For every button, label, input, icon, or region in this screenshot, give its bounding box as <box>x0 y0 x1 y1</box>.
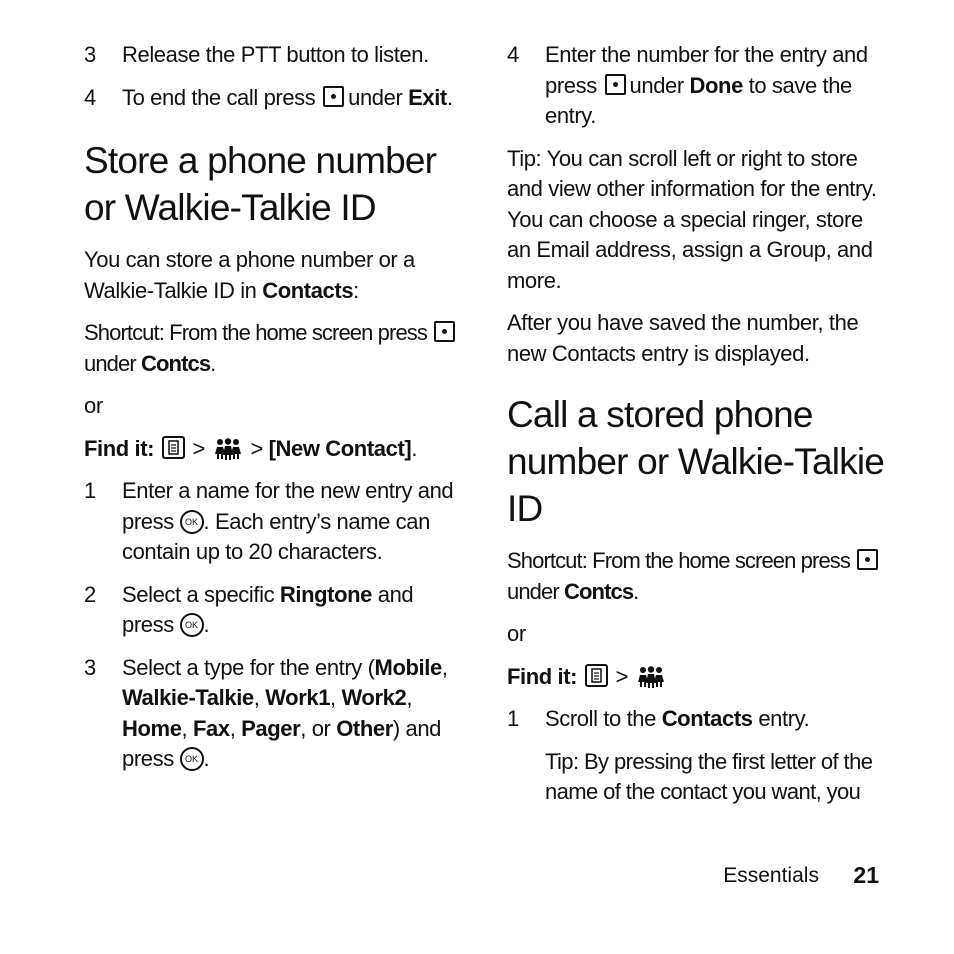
step-text: Release the PTT button to listen. <box>122 42 429 67</box>
type-other: Other <box>336 715 393 741</box>
step-text: Enter the number for the entry and press <box>545 42 868 98</box>
step-text: and press <box>122 581 414 637</box>
heading-call-stored: Call a stored phone number or Walkie-Talkie ID <box>507 394 885 529</box>
step-end-call <box>84 83 470 114</box>
new-contact-label: [New Contact] <box>268 435 412 461</box>
softkey-label-exit: Exit <box>408 84 447 110</box>
contacts-people-icon <box>213 438 243 460</box>
contacts-people-icon <box>636 666 666 688</box>
type-work1: Work1 <box>265 685 331 710</box>
right-column <box>507 40 892 820</box>
ok-key-label: OK <box>185 754 199 764</box>
step-number: 1 <box>507 706 519 731</box>
step-enter-number <box>507 40 892 132</box>
page-footer <box>723 862 879 889</box>
or-text: or <box>84 393 103 418</box>
ok-key-icon <box>180 747 204 771</box>
type-work2: Work2 <box>341 685 407 710</box>
find-it-path <box>84 434 470 465</box>
shortcut-text: Shortcut: From the home screen press <box>84 320 427 345</box>
shortcut-text: Shortcut: From the home screen press <box>507 548 850 573</box>
step-number: 3 <box>84 42 96 67</box>
find-it-path <box>507 662 892 693</box>
shortcut-text: under <box>507 578 559 604</box>
step-text: Select a type for the entry ( <box>122 654 375 680</box>
step-text: Scroll to the <box>545 706 656 731</box>
step-scroll-contacts <box>507 704 892 735</box>
step-select-type: 3 Select a type for the entry (Mobile, Walkie-Talkie, Work1, Work2, Home, Fax, Pager, or Other) and press OK . <box>84 654 448 771</box>
ok-key-icon <box>180 613 204 637</box>
punctuation: . <box>446 84 453 110</box>
ok-key-label: OK <box>185 620 199 630</box>
contacts-label: Contacts <box>262 277 354 303</box>
softkey-label-contcs: Contcs <box>141 350 211 376</box>
punctuation: : <box>353 277 359 303</box>
shortcut-paragraph <box>507 546 892 607</box>
punctuation: . <box>411 435 418 461</box>
shortcut-paragraph <box>84 318 470 379</box>
step-enter-name <box>84 476 470 568</box>
step-number: 4 <box>84 84 96 110</box>
type-fax: Fax <box>192 715 230 741</box>
menu-key-icon <box>162 436 185 459</box>
center-select-key-icon <box>605 74 626 95</box>
path-separator: > <box>192 435 205 461</box>
step-number: 1 <box>84 478 96 503</box>
type-mobile: Mobile <box>374 654 442 680</box>
intro-paragraph <box>84 245 470 306</box>
menu-key-icon <box>585 664 608 687</box>
shortcut-text: under <box>84 350 136 376</box>
tip-scroll: Tip: You can scroll left or right to store and view other information for the entry. You can choose a special ringer, store an Email address, assign a Group, and more. <box>507 145 877 293</box>
contacts-label: Contacts <box>661 706 753 731</box>
punctuation: . <box>633 578 639 604</box>
path-separator: > <box>250 435 263 461</box>
step-number: 4 <box>507 42 519 67</box>
step-text: under <box>629 72 684 98</box>
softkey-label-done: Done <box>689 72 743 98</box>
type-walkie-talkie: Walkie-Talkie <box>122 685 254 710</box>
step-text: To end the call press <box>122 84 316 110</box>
page-number: 21 <box>853 862 879 888</box>
punctuation: . <box>203 746 210 771</box>
after-saved-paragraph: After you have saved the number, the new Contacts entry is displayed. <box>507 310 859 366</box>
step-number: 3 <box>84 654 96 680</box>
center-select-key-icon <box>434 321 455 342</box>
center-select-key-icon <box>323 86 344 107</box>
section-name: Essentials <box>723 863 819 887</box>
step-text: entry. <box>758 706 810 731</box>
path-separator: > <box>615 663 628 689</box>
ok-key-icon <box>180 510 204 534</box>
step-text: . Each entry’s name can contain up to 20 characters. <box>122 508 430 564</box>
step-number: 2 <box>84 581 96 607</box>
step-text: ) and press <box>122 715 442 771</box>
find-it-label: Find it: <box>507 663 578 689</box>
step-text: under <box>348 84 403 110</box>
ringtone-label: Ringtone <box>279 581 373 607</box>
or-text: or <box>507 621 526 646</box>
step-text: Select a specific <box>122 581 275 607</box>
softkey-label-contcs: Contcs <box>564 578 634 604</box>
tip-first-letter: Tip: By pressing the first letter of the name of the contact you want, you <box>545 748 873 804</box>
find-it-label: Find it: <box>84 435 155 461</box>
step-text: , or <box>300 715 331 741</box>
left-column <box>84 40 470 787</box>
ok-key-label: OK <box>185 516 199 527</box>
intro-text: You can store a phone number or a Walkie-Talkie ID in <box>84 247 415 303</box>
step-text: Enter a name for the new entry and press <box>122 478 454 534</box>
step-release-ptt <box>84 40 470 71</box>
heading-store-number: Store a phone number or Walkie-Talkie ID <box>84 140 437 228</box>
punctuation: . <box>203 612 210 637</box>
center-select-key-icon <box>857 549 878 570</box>
punctuation: . <box>210 350 216 376</box>
step-select-ringtone <box>84 580 470 641</box>
step-text: to save the entry. <box>545 72 852 128</box>
type-pager: Pager <box>241 715 301 741</box>
type-home: Home <box>122 715 182 741</box>
